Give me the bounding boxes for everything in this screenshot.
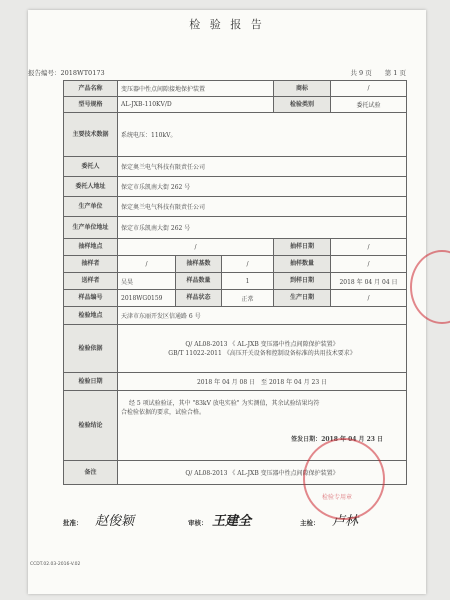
producer-label: 生产单位	[64, 197, 118, 217]
producer: 保定奥兰电气科技有限责任公司	[118, 197, 407, 217]
test-basis-line-2: GB/T 11022-2011 《高压开关设备和控制设备标准的共用技术要求》	[168, 349, 356, 357]
sample-count-label: 样品数量	[176, 273, 222, 290]
producer-address: 保定市乐凯南大街 262 号	[118, 217, 407, 239]
report-table	[63, 80, 407, 485]
model: AL-JXB-110KV/D	[118, 97, 274, 113]
footer-code: CCDT.02.03-2016-V.02	[30, 562, 81, 567]
product-name: 变压器中性点间隙接地保护装置	[118, 81, 274, 97]
sample-qty: /	[331, 256, 407, 273]
test-location: 天津市东丽开发区信通路 6 号	[118, 307, 407, 325]
production-date-label: 生产日期	[274, 290, 331, 307]
report-number: 报告编号：2018WT0173	[28, 69, 105, 77]
remark-label: 备注	[64, 461, 118, 485]
test-date-range: 2018 年 04 月 08 日 至 2018 年 04 月 23 日	[118, 373, 407, 391]
test-location-label: 检验地点	[64, 307, 118, 325]
approve-label: 批准：	[63, 519, 83, 527]
arrival-date: 2018 年 04 月 04 日	[331, 273, 407, 290]
issue-date-label: 签发日期：	[291, 436, 322, 443]
test-basis-line-1: Q/ AL08-2013 《 AL-JXB 变压器中性点间隙保护装置》	[185, 340, 339, 348]
sample-base-label: 抽样基数	[176, 256, 222, 273]
sampler: /	[118, 256, 176, 273]
test-basis	[118, 325, 407, 373]
report-title: 检 验 报 告	[189, 18, 265, 31]
sample-date-label: 抽样日期	[274, 239, 331, 256]
page-info: 共 9 页 第 1 页	[350, 69, 406, 77]
sample-status-label: 样品状态	[176, 290, 222, 307]
remark: Q/ AL08-2013 《 AL-JXB 变压器中性点间隙保护装置》	[118, 461, 407, 485]
sample-place-label: 抽样地点	[64, 239, 118, 256]
sample-number-label: 样品编号	[64, 290, 118, 307]
trademark-label: 商标	[274, 81, 331, 97]
test-type: 委托试验	[331, 97, 407, 113]
issue-date: 2018 年 04 月 23 日	[321, 436, 384, 443]
model-label: 型号规格	[64, 97, 118, 113]
conclusion-label: 检验结论	[64, 391, 118, 461]
product-name-label: 产品名称	[64, 81, 118, 97]
sample-count: 1	[222, 273, 274, 290]
test-basis-label: 检验依据	[64, 325, 118, 373]
client-label: 委托人	[64, 157, 118, 177]
stamp-text: 检验专用章	[322, 494, 353, 501]
conclusion-line-1: 经 5 项试验验证，其中 "83kV 放电实验" 为实测值，其余试验结果均符	[129, 400, 320, 407]
sender-label: 送样者	[64, 273, 118, 290]
inspection-stamp	[303, 438, 385, 520]
main-test-signature: 卢林	[332, 514, 359, 529]
producer-address-label: 生产单位地址	[64, 217, 118, 239]
client-address-label: 委托人地址	[64, 177, 118, 197]
trademark: /	[331, 81, 407, 97]
production-date: /	[331, 290, 407, 307]
client-address: 保定市乐凯南大街 262 号	[118, 177, 407, 197]
sender: 吴昊	[118, 273, 176, 290]
main-test-label: 主检：	[300, 519, 320, 527]
approve-signature: 赵俊颖	[95, 514, 135, 529]
test-type-label: 检验类别	[274, 97, 331, 113]
tech-data-label: 主要技术数据	[64, 113, 118, 157]
sample-status: 正常	[222, 290, 274, 307]
sample-qty-label: 抽样数量	[274, 256, 331, 273]
tech-data: 系统电压：110kV。	[118, 113, 407, 157]
client: 保定奥兰电气科技有限责任公司	[118, 157, 407, 177]
sampler-label: 抽样者	[64, 256, 118, 273]
test-date-label: 检验日期	[64, 373, 118, 391]
sample-base: /	[222, 256, 274, 273]
sample-place: /	[118, 239, 274, 256]
conclusion-line-2: 合检验依据的要求，试验合格。	[121, 409, 206, 416]
arrival-date-label: 到样日期	[274, 273, 331, 290]
review-label: 审核：	[188, 519, 208, 527]
review-signature: 王建全	[212, 514, 252, 529]
sample-date: /	[331, 239, 407, 256]
sample-number: 2018WG0159	[118, 290, 176, 307]
